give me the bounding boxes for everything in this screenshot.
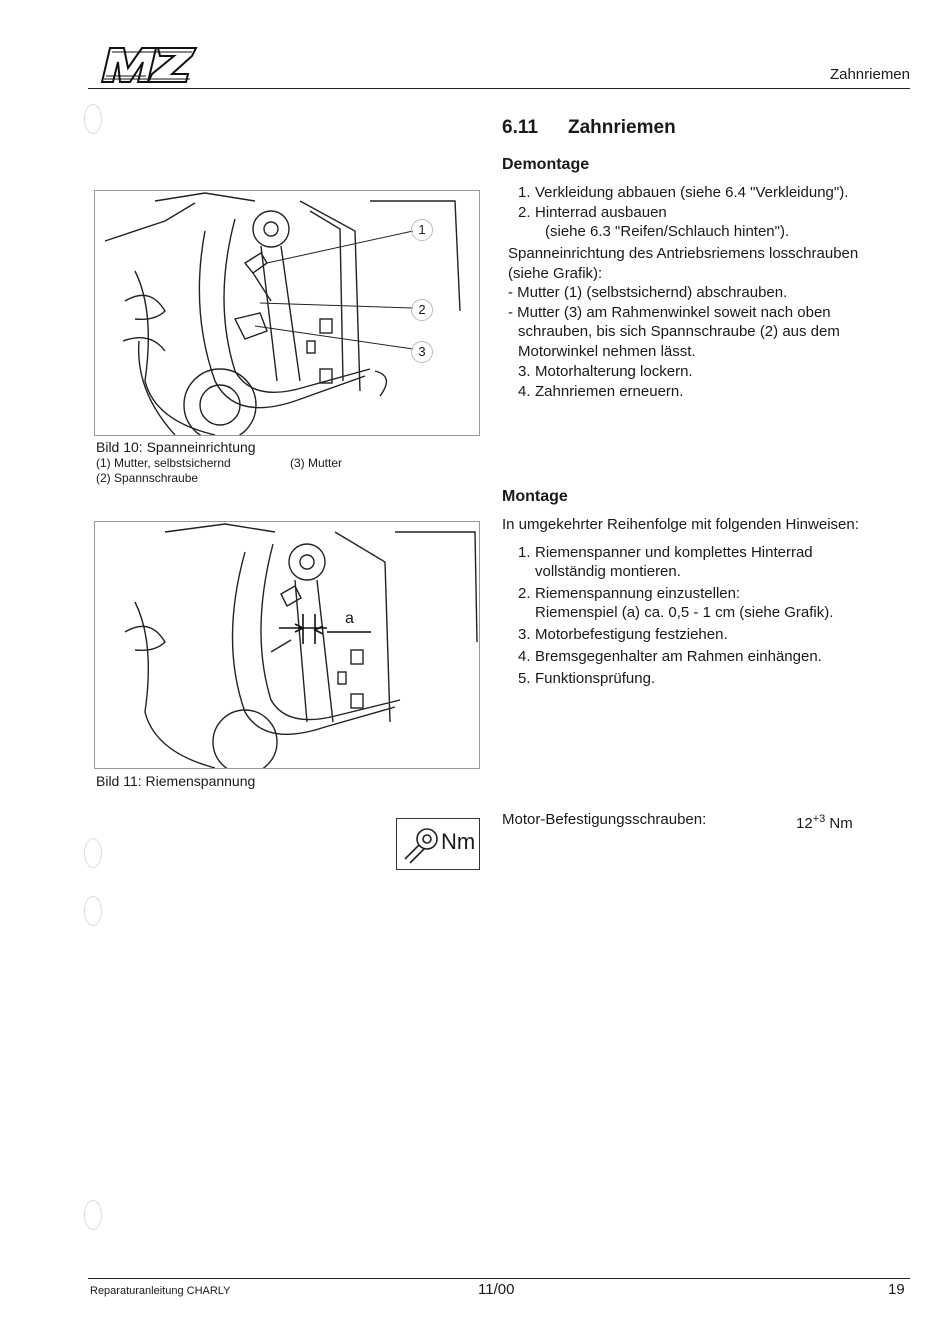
demontage-steps-b [518, 362, 918, 401]
list-item: 4. Bremsgegenhalter am Rahmen einhängen. [518, 648, 822, 665]
list-item: 1. Riemenspanner und komplettes Hinterrad [518, 544, 813, 561]
header-title: Zahnriemen [829, 66, 910, 83]
torque-tool-box [396, 818, 480, 870]
list-item: 3. Motorhalterung lockern. [518, 363, 693, 380]
section-number: 6.11 [502, 117, 538, 138]
demontage-heading: Demontage [502, 156, 590, 173]
footer-rule [88, 1278, 910, 1279]
callout-1: 1 [411, 219, 433, 241]
torque-unit-icon-label: Nm [441, 829, 476, 854]
punch-hole [84, 838, 102, 868]
footer-left: Reparaturanleitung CHARLY [90, 1285, 231, 1297]
list-item: 5. Funktionsprüfung. [518, 670, 656, 687]
list-item: (siehe 6.3 "Reifen/Schlauch hinten"). [545, 223, 790, 240]
figure-spanneinrichtung [94, 190, 480, 436]
montage-intro: In umgekehrter Reihenfolge mit folgenden Hinweisen: [502, 516, 859, 533]
figure1-legend-2: (2) Spannschraube [96, 471, 199, 485]
montage-heading: Montage [502, 488, 568, 505]
figure2-caption: Bild 11: Riemenspannung [96, 773, 256, 789]
callout-3: 3 [411, 341, 433, 363]
list-item: 2. Riemenspannung einzustellen: [518, 585, 741, 602]
callout-2: 2 [411, 299, 433, 321]
demontage-steps-a [518, 183, 918, 242]
demontage-paragraph: Spanneinrichtung des Antriebsriemens losschrauben (siehe Grafik): - Mutter (1) (selbstsichernd) abschrauben. - Mutter (3) am Rahmenwinkel soweit nach oben schrauben, bis sich Spannschraube (2) aus dem Motorwinkel nehmen lässt. [508, 245, 859, 360]
list-item: vollständig montieren. [535, 563, 681, 580]
section-title [502, 117, 676, 139]
punch-hole [84, 1200, 102, 1230]
list-item: 4. Zahnriemen erneuern. [518, 382, 684, 400]
figure1-caption: Bild 10: Spanneinrichtung [96, 439, 256, 455]
header-rule [88, 88, 910, 89]
section-title-text: Zahnriemen [568, 117, 676, 138]
list-item: Riemenspiel (a) ca. 0,5 - 1 cm (siehe Grafik). [535, 604, 834, 621]
mz-logo [88, 40, 200, 88]
list-item: 2. Hinterrad ausbauen [518, 203, 667, 221]
riemenspannung-drawing [95, 522, 479, 768]
page-number: 19 [888, 1281, 905, 1298]
figure1-legend-1: (1) Mutter, selbstsichernd [96, 456, 231, 470]
montage-steps [518, 543, 918, 688]
figure1-legend-3: (3) Mutter [290, 456, 343, 470]
mz-logo-graphic [88, 40, 200, 88]
figure-riemenspannung [94, 521, 480, 769]
list-item: 3. Motorbefestigung festziehen. [518, 626, 728, 643]
torque-value: $12^{+3}$ Nm [796, 813, 853, 832]
label-a: a [345, 610, 354, 627]
punch-hole [84, 896, 102, 926]
list-item: 1. Verkleidung abbauen (siehe 6.4 "Verkleidung"). [518, 184, 849, 201]
punch-hole [84, 104, 102, 134]
footer-date: 11/00 [478, 1281, 515, 1298]
wrench-icon [401, 823, 441, 865]
torque-label: Motor-Befestigungsschrauben: [502, 811, 707, 828]
